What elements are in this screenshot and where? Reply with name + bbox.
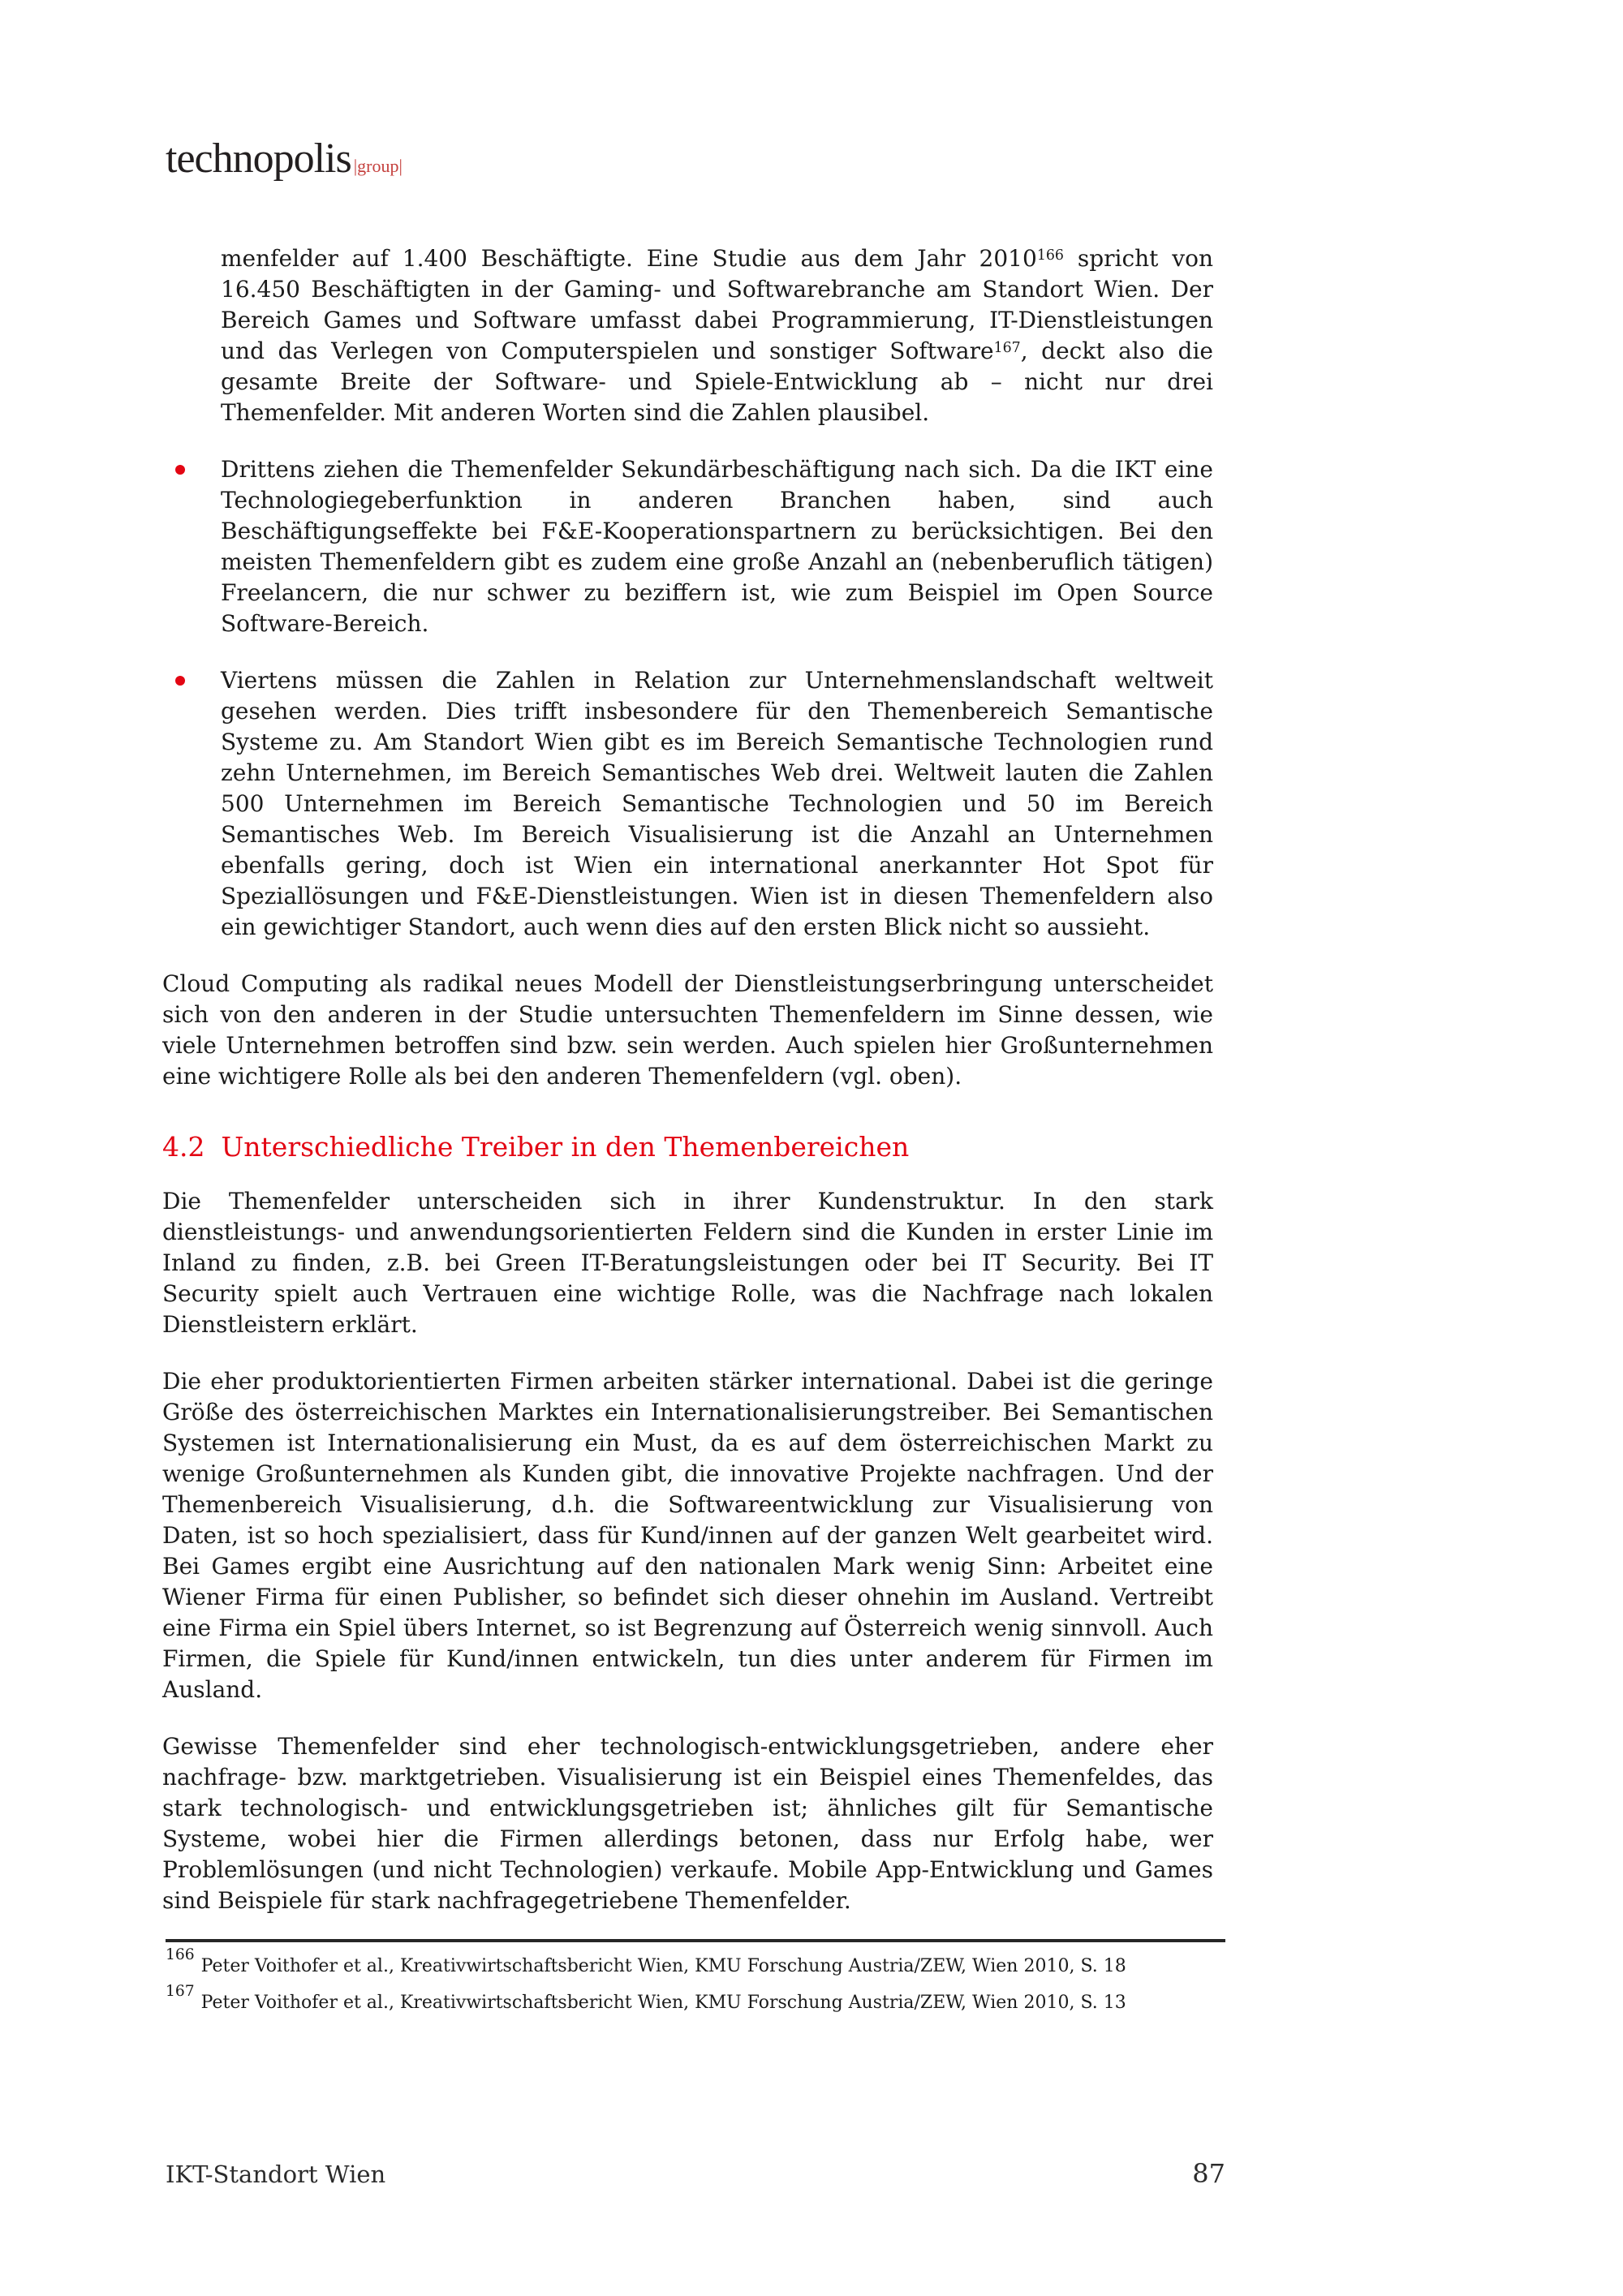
logo-group-suffix: |group|: [353, 156, 403, 176]
footnote-167: [166, 1983, 1225, 2014]
treiber-paragraph: Gewisse Themenfelder sind eher technologisch-entwicklungsgetrieben, andere eher nachfrage- bzw. marktgetrieben. Visualisierung ist ein Beispiel eines Themenfeldes, das stark technologisch- und entwicklungsgetrieben ist; ähnliches gilt für Semantische Systeme, wobei hier die Firmen allerdings betonen, dass nur Erfolg habe, wer Problemlösungen (und nicht Technologien) verkaufe. Mobile App-Entwicklung und Games sind Beispiele für stark nachfragegetriebene Themenfelder.: [162, 1733, 1213, 1914]
footnote-number: 167: [166, 1983, 195, 2001]
intro-text-1: menfelder auf 1.400 Beschäftigte. Eine Studie aus dem Jahr 2010: [221, 245, 1037, 272]
footer-document-title: IKT-Standort Wien: [166, 2161, 386, 2188]
footnote-ref-167: 167: [993, 340, 1021, 357]
footnotes-block: [166, 1939, 1225, 2028]
page-footer: [166, 2158, 1225, 2189]
section-number: 4.2: [162, 1131, 205, 1163]
kundenstruktur-paragraph: Die Themenfelder unterscheiden sich in ihrer Kundenstruktur. In den stark dienstleistungs- und anwendungsorientierten Feldern sind die Kunden in erster Linie im Inland zu finden, z.B. bei Green IT-Beratungsleistungen oder bei IT Security. Bei IT Security spielt auch Vertrauen eine wichtige Rolle, was die Nachfrage nach lokalen Dienstleistern erklärt.: [162, 1188, 1213, 1338]
bullet-item-drittens: [162, 454, 1213, 639]
footnote-166: [166, 1946, 1225, 1978]
section-title: Unterschiedliche Treiber in den Themenbereichen: [221, 1131, 910, 1163]
page-content: [162, 243, 1213, 1942]
page-number: 87: [1192, 2158, 1225, 2189]
cloud-computing-paragraph: Cloud Computing als radikal neues Modell der Dienstleistungserbringung unterscheidet sich von den anderen in der Studie untersuchten Themenfeldern im Sinne dessen, wie viele Unternehmen betroffen sind bzw. sein werden. Auch spielen hier Großunternehmen eine wichtigere Rolle als bei den anderen Themenfeldern (vgl. oben).: [162, 970, 1213, 1090]
footnote-ref-166: 166: [1036, 247, 1064, 264]
intro-text-3: , deckt also die gesamte Breite der Software- und Spiele-Entwicklung ab – nicht nur drei Themenfelder. Mit anderen Worten sind die Zahlen plausibel.: [221, 338, 1213, 426]
section-heading-4-2: [162, 1129, 1213, 1165]
bullet-icon: [175, 676, 185, 686]
technopolis-logo: [166, 135, 403, 182]
bullet-text-viertens: Viertens müssen die Zahlen in Relation zur Unternehmenslandschaft weltweit gesehen werden. Dies trifft insbesondere für den Themenbereich Semantische Systeme zu. Am Standort Wien gibt es im Bereich Semantische Technologien rund zehn Unternehmen, im Bereich Semantisches Web drei. Weltweit lauten die Zahlen 500 Unternehmen im Bereich Semantische Technologien und 50 im Bereich Semantisches Web. Im Bereich Visualisierung ist die Anzahl an Unternehmen ebenfalls gering, doch ist Wien ein international anerkannter Hot Spot für Speziallösungen und F&E-Dienstleistungen. Wien ist in diesen Themenfeldern also ein gewichtiger Standort, auch wenn dies auf den ersten Blick nicht so aussieht.: [221, 667, 1213, 940]
bullet-item-viertens: [162, 665, 1213, 943]
intro-paragraph: [221, 243, 1213, 428]
logo-wordmark: technopolis: [166, 135, 351, 182]
footnote-divider: [166, 1939, 1225, 1942]
footnote-text: Peter Voithofer et al., Kreativwirtschaftsbericht Wien, KMU Forschung Austria/ZEW, Wien 2010, S. 18: [200, 1956, 1126, 1976]
produktorientiert-paragraph: Die eher produktorientierten Firmen arbeiten stärker international. Dabei ist die geringe Größe des österreichischen Marktes ein Internationalisierungstreiber. Bei Semantischen Systemen ist Internationalisierung ein Must, da es auf dem österreichischen Markt zu wenige Großunternehmen als Kunden gibt, die innovative Projekte nachfragen. Und der Themenbereich Visualisierung, d.h. die Softwareentwicklung zur Visualisierung von Daten, ist so hoch spezialisiert, dass für Kund/innen auf der ganzen Welt gearbeitet wird. Bei Games ergibt eine Ausrichtung auf den nationalen Mark wenig Sinn: Arbeitet eine Wiener Firma für einen Publisher, so befindet sich dieser ohnehin im Ausland. Vertreibt eine Firma ein Spiel übers Internet, so ist Begrenzung auf Österreich wenig sinnvoll. Auch Firmen, die Spiele für Kund/innen entwickeln, tun dies unter anderem für Firmen im Ausland.: [162, 1368, 1213, 1703]
intro-text-2: spricht von 16.450 Beschäftigten in der Gaming- und Softwarebranche am Standort Wien. Der Bereich Games und Software umfasst dabei Programmierung, IT-Dienstleistungen und das Verlegen von Computerspielen und sonstiger Software: [221, 245, 1214, 364]
footnote-number: 166: [166, 1946, 195, 1964]
bullet-icon: [175, 465, 185, 475]
footnote-text: Peter Voithofer et al., Kreativwirtschaftsbericht Wien, KMU Forschung Austria/ZEW, Wien 2010, S. 13: [200, 1993, 1126, 2013]
bullet-text-drittens: Drittens ziehen die Themenfelder Sekundärbeschäftigung nach sich. Da die IKT eine Technologiegeberfunktion in anderen Branchen haben, sind auch Beschäftigungseffekte bei F&E-Kooperationspartnern zu berücksichtigen. Bei den meisten Themenfeldern gibt es zudem eine große Anzahl an (nebenberuflich tätigen) Freelancern, die nur schwer zu beziffern ist, wie zum Beispiel im Open Source Software-Bereich.: [221, 456, 1213, 637]
